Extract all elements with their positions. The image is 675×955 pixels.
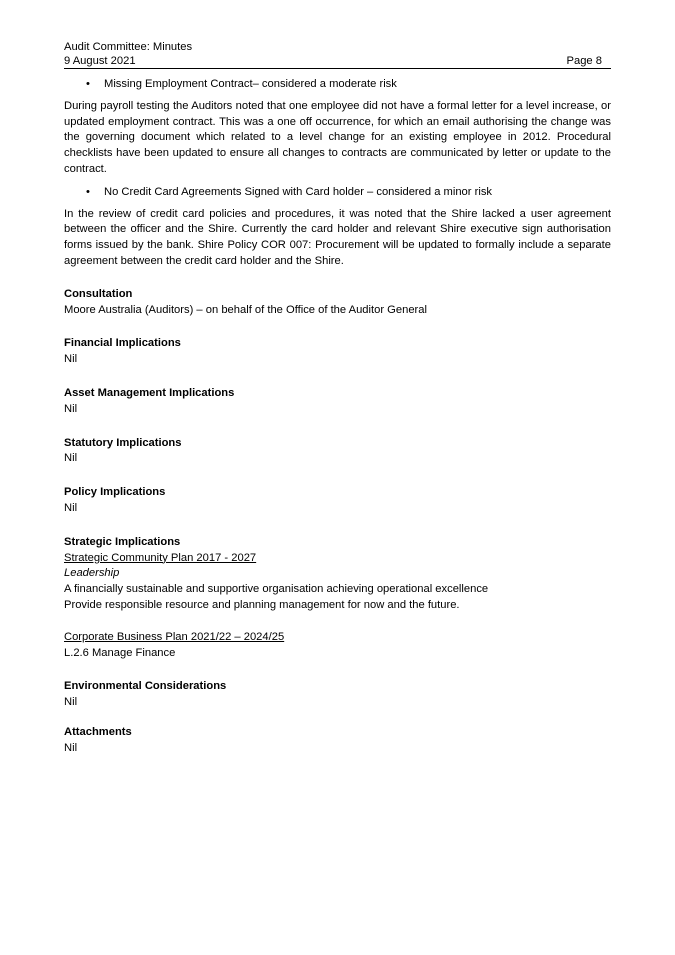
corporate-plan-item: L.2.6 Manage Finance [64, 646, 176, 659]
section-body: Moore Australia (Auditors) – on behalf of the Office of the Auditor General [64, 303, 427, 316]
section-heading: Financial Implications [64, 337, 181, 350]
page-number: Page 8 [566, 55, 602, 67]
section-heading: Statutory Implications [64, 436, 182, 449]
section-heading: Attachments [64, 725, 132, 738]
section-body: Nil [64, 501, 78, 514]
section-asset-management [64, 386, 611, 418]
document-title: Audit Committee: Minutes [64, 41, 193, 53]
strategic-objective: Provide responsible resource and planning management for now and the future. [64, 598, 460, 611]
section-heading: Consultation [64, 287, 133, 300]
section-heading: Asset Management Implications [64, 386, 235, 399]
strategic-theme: Leadership [64, 567, 120, 580]
section-environmental-considerations [64, 679, 611, 711]
bullet-icon: • [86, 78, 90, 90]
section-heading: Strategic Implications [64, 535, 181, 548]
bullet-text: No Credit Card Agreements Signed with Card holder – considered a minor risk [104, 185, 493, 198]
section-body: Nil [64, 696, 78, 709]
section-body: Nil [64, 402, 78, 415]
section-heading: Policy Implications [64, 486, 166, 499]
section-statutory-implications [64, 436, 611, 468]
meeting-date: 9 August 2021 [64, 55, 136, 67]
corporate-plan-title: Corporate Business Plan 2021/22 – 2024/25 [64, 630, 285, 643]
section-strategic-implications [64, 535, 611, 662]
section-heading: Environmental Considerations [64, 680, 227, 693]
strategic-plan-title: Strategic Community Plan 2017 - 2027 [64, 551, 257, 564]
section-body: Nil [64, 452, 78, 465]
strategic-outcome: A financially sustainable and supportive organisation achieving operational excellence [64, 583, 489, 596]
paragraph-payroll-testing: During payroll testing the Auditors noted that one employee did not have a formal letter for a level increase, or updated employment contract. This was a one off occurrence, for which an email authorising the change was the governing document which related to a level change for an existing employee in 2012. Procedural checklists have been updated to ensure all changes to contracts are communicated by letter or update to the contract. [64, 99, 611, 175]
bullet-icon: • [86, 185, 90, 198]
section-policy-implications [64, 485, 611, 517]
bullet-item-employment-contract [64, 77, 611, 93]
section-body: Nil [64, 353, 78, 366]
section-financial-implications [64, 336, 611, 368]
bullet-item-credit-card [64, 185, 611, 201]
section-attachments [64, 725, 611, 757]
section-consultation [64, 287, 611, 319]
bullet-text: Missing Employment Contract– considered a moderate risk [104, 78, 397, 90]
page-header [64, 38, 611, 69]
document-page [64, 38, 611, 757]
paragraph-credit-card-review: In the review of credit card policies and procedures, it was noted that the Shire lacked a user agreement between the officer and the Shire. Currently the card holder and relevant Shire executive sign authorisation forms issued by the bank. Shire Policy COR 007: Procurement will be updated to formally include a separate agreement between the credit card holder and the Shire. [64, 207, 611, 267]
section-body: Nil [64, 741, 78, 754]
